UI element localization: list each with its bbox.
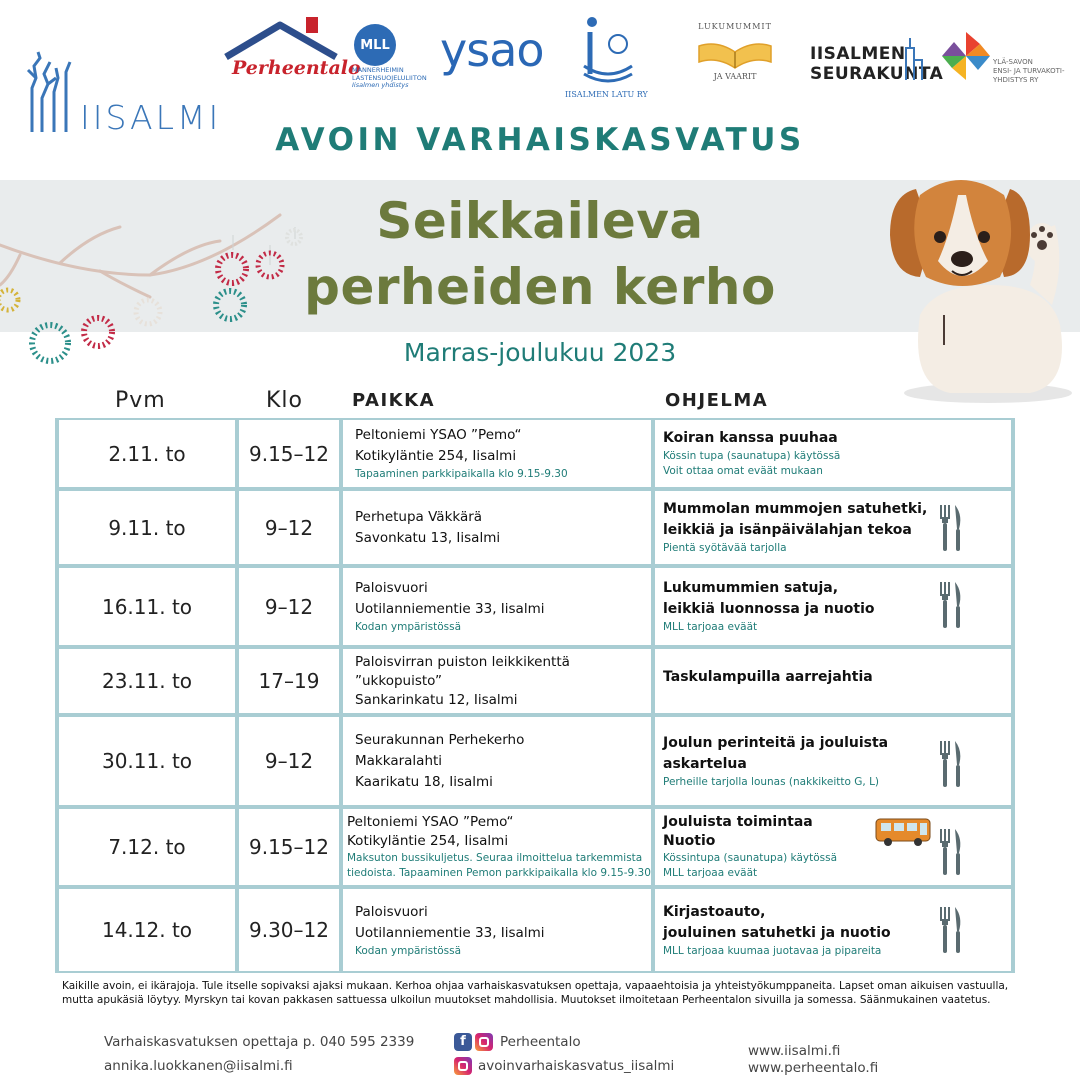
- column-header-time: Klo: [266, 388, 303, 413]
- place-note: Tapaaminen parkkipaikalla klo 9.15-9.30: [355, 468, 568, 480]
- teacher-phone: Varhaiskasvatuksen opettaja p. 040 595 2339: [104, 1034, 415, 1050]
- row-date: 7.12. to: [59, 809, 235, 885]
- row-time: 17–19: [239, 649, 339, 713]
- row-place: [343, 649, 651, 713]
- row-date: 16.11. to: [59, 568, 235, 645]
- row-place: [343, 889, 651, 971]
- program-note: Pientä syötävää tarjolla: [663, 542, 787, 554]
- table-row: [57, 809, 1013, 885]
- program-note: Voit ottaa omat eväät mukaan: [663, 465, 823, 477]
- place-line: Paloisvirran puiston leikkikenttä: [355, 653, 570, 670]
- website-perheentalo-link[interactable]: www.perheentalo.fi: [748, 1060, 879, 1076]
- row-time: 9–12: [239, 568, 339, 645]
- row-place: [343, 420, 651, 487]
- program-line: Mummolan mummojen satuhetki,: [663, 501, 928, 517]
- table-row: [57, 420, 1013, 487]
- instagram-handle: avoinvarhaiskasvatus_iisalmi: [478, 1058, 675, 1074]
- cutlery-icon: [937, 582, 965, 628]
- church-tower-icon: [902, 36, 924, 82]
- row-program: [655, 420, 1011, 487]
- place-line: Kotikyläntie 254, Iisalmi: [355, 448, 517, 464]
- place-line: Perhetupa Väkkärä: [355, 508, 483, 525]
- website-iisalmi-link[interactable]: www.iisalmi.fi: [748, 1043, 841, 1059]
- perheentalo-logo-text: Perheentalo: [232, 57, 361, 79]
- place-line: Peltoniemi YSAO ”Pemo“: [355, 427, 522, 443]
- program-line: askartelua: [663, 755, 747, 772]
- place-line: Kotikyläntie 254, Iisalmi: [347, 833, 509, 849]
- row-time: 9–12: [239, 717, 339, 805]
- cutlery-icon: [937, 829, 965, 875]
- place-line: Uotilanniementie 33, Iisalmi: [355, 601, 545, 617]
- row-place: [343, 717, 651, 805]
- instagram-icon[interactable]: [454, 1057, 472, 1075]
- row-program: [655, 809, 1011, 885]
- place-note: Maksuton bussikuljetus. Seuraa ilmoittelua tarkemmista tiedoista. Tapaaminen Pemon parkkipaikalla klo 9.15-9.30: [347, 852, 651, 879]
- open-book-icon: [695, 40, 775, 72]
- program-line: leikkiä ja isänpäivälahjan tekoa: [663, 522, 912, 538]
- subtitle: Marras-joulukuu 2023: [403, 338, 677, 367]
- instagram-icon[interactable]: [475, 1033, 493, 1051]
- row-program: [655, 568, 1011, 645]
- program-note: MLL tarjoaa kuumaa juotavaa ja pipareita: [663, 944, 882, 957]
- footer-info: Kaikille avoin, ei ikärajoja. Tule itselle sopivaksi ajaksi mukaan. Kerhoa ohjaa varhaiskasvatuksen opettaja, vapaaehtoisia ja yhteistyökumppaneita. Lapset oman aikuisen vastuulla, mutta apukäsiä löytyy. Myrskyn tai kovan pakkasen sattuessa ulkoilun muutokset mahdollisia. Muutokset ilmoitetaan Perheentalon sivuilla ja somessa. Säänmukainen vaatetus.: [62, 980, 1009, 1006]
- facebook-instagram-row[interactable]: [454, 1033, 581, 1051]
- cutlery-icon: [937, 907, 965, 953]
- program-line: Koiran kanssa puuhaa: [663, 430, 838, 446]
- row-place: [343, 809, 651, 885]
- program-note: MLL tarjoaa eväät: [663, 867, 758, 879]
- place-line: Paloisvuori: [355, 580, 428, 596]
- row-place: [343, 568, 651, 645]
- row-program: [655, 491, 1011, 564]
- place-line: ”ukkopuisto”: [355, 672, 442, 689]
- iisalmen-latu-logo-text: IISALMEN LATU RY: [565, 90, 648, 99]
- bus-icon: [875, 817, 931, 847]
- facebook-icon[interactable]: f: [454, 1033, 472, 1051]
- title-line-2: perheiden kerho: [304, 258, 776, 316]
- instagram-row[interactable]: [454, 1057, 674, 1075]
- place-line: Paloisvuori: [355, 903, 428, 920]
- seurakunta-logo-text: IISALMEN SEURAKUNTA: [810, 44, 944, 84]
- perheentalo-roof-icon: [222, 17, 342, 61]
- program-note: MLL tarjoaa eväät: [663, 621, 758, 633]
- row-date: 14.12. to: [59, 889, 235, 971]
- cutlery-icon: [937, 741, 965, 787]
- row-time: 9.15–12: [239, 809, 339, 885]
- program-note: Kössin tupa (saunatupa) käytössä: [663, 450, 841, 462]
- ysao-logo: ysao: [440, 23, 544, 77]
- row-date: 9.11. to: [59, 491, 235, 564]
- program-line: leikkiä luonnossa ja nuotio: [663, 601, 875, 617]
- row-time: 9–12: [239, 491, 339, 564]
- mll-logo: MLL: [354, 24, 396, 66]
- lukumummit-logo-top: LUKUMUMMIT: [698, 22, 772, 31]
- iisalmi-logo-text: IISALMI: [80, 98, 222, 137]
- ensikoti-logo-text: YLÄ-SAVON ENSI- JA TURVAKOTI- YHDISTYS RY: [993, 58, 1065, 84]
- place-line: Sankarinkatu 12, Iisalmi: [355, 691, 518, 708]
- facebook-instagram-handle: Perheentalo: [500, 1034, 581, 1050]
- place-line: Uotilanniementie 33, Iisalmi: [355, 924, 545, 941]
- program-note: Perheille tarjolla lounas (nakkikeitto G, L): [663, 775, 880, 788]
- ensikoti-pinwheel-icon: [940, 30, 992, 82]
- program-line: Jouluista toimintaa: [663, 814, 813, 830]
- row-program: [655, 889, 1011, 971]
- schedule-table: [55, 418, 1015, 973]
- program-line: Nuotio: [663, 833, 716, 849]
- main-heading: AVOIN VARHAISKASVATUS: [275, 122, 805, 158]
- program-line: Lukumummien satuja,: [663, 580, 839, 596]
- table-row: [57, 649, 1013, 713]
- program-line: Kirjastoauto,: [663, 903, 766, 920]
- row-program: [655, 717, 1011, 805]
- table-row: [57, 889, 1013, 971]
- row-date: 30.11. to: [59, 717, 235, 805]
- iisalmen-latu-logo-icon: [582, 14, 634, 84]
- place-note: Kodan ympäristössä: [355, 621, 462, 633]
- row-place: [343, 491, 651, 564]
- row-time: 9.15–12: [239, 420, 339, 487]
- title-line-1: Seikkaileva: [376, 192, 704, 250]
- column-header-date: Pvm: [115, 388, 166, 413]
- table-row: [57, 491, 1013, 564]
- place-note: Kodan ympäristössä: [355, 944, 462, 957]
- column-header-place: PAIKKA: [352, 390, 435, 411]
- row-program: [655, 649, 1011, 713]
- place-line: Kaarikatu 18, Iisalmi: [355, 773, 493, 790]
- row-date: 2.11. to: [59, 420, 235, 487]
- program-note: Kössintupa (saunatupa) käytössä: [663, 852, 838, 864]
- place-line: Savonkatu 13, Iisalmi: [355, 529, 501, 546]
- program-line: Taskulampuilla aarrejahtia: [663, 669, 873, 685]
- program-line: Joulun perinteitä ja jouluista: [663, 734, 889, 751]
- teacher-email[interactable]: annika.luokkanen@iisalmi.fi: [104, 1058, 293, 1074]
- cutlery-icon: [937, 505, 965, 551]
- lukumummit-logo-bottom: JA VAARIT: [713, 72, 757, 81]
- column-header-program: OHJELMA: [665, 390, 769, 411]
- row-date: 23.11. to: [59, 649, 235, 713]
- mll-logo-subtitle: MANNERHEIMIN LASTENSUOJELULIITON Iisalmen yhdistys: [352, 66, 427, 89]
- table-row: [57, 717, 1013, 805]
- table-row: [57, 568, 1013, 645]
- place-line: Makkaralahti: [355, 752, 443, 769]
- program-line: jouluinen satuhetki ja nuotio: [663, 924, 891, 941]
- beagle-dog-illustration: [880, 165, 1080, 405]
- row-time: 9.30–12: [239, 889, 339, 971]
- place-line: Seurakunnan Perhekerho: [355, 731, 525, 748]
- place-line: Peltoniemi YSAO ”Pemo“: [347, 814, 514, 830]
